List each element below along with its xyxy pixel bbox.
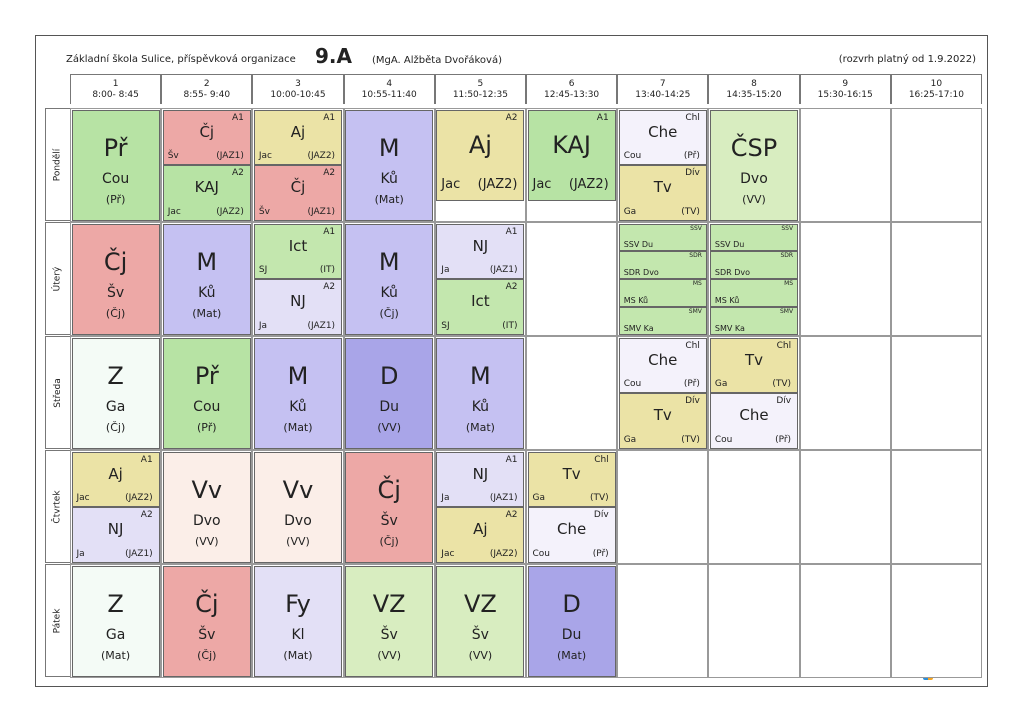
period-header — [800, 74, 891, 104]
lesson-teacher-room — [441, 549, 517, 559]
lesson-group: A2 — [323, 168, 336, 178]
period-header — [344, 74, 435, 104]
lesson-room: (Př) — [683, 379, 700, 389]
lesson-room: (TV) — [681, 206, 700, 217]
lesson[interactable] — [436, 338, 524, 449]
lesson-group: A1 — [140, 454, 153, 465]
lesson-subject: Che — [648, 122, 678, 141]
lesson-teacher-room — [715, 379, 791, 389]
lesson-room: (Př) — [683, 151, 700, 161]
lesson-teacher: SDR Dvo — [623, 268, 659, 277]
lesson[interactable] — [345, 110, 433, 221]
day-name: Čtvrtek — [52, 489, 63, 524]
lesson-teacher-room — [533, 493, 609, 503]
lesson-subject: Čj — [199, 122, 215, 141]
lesson[interactable] — [163, 110, 251, 166]
lesson-room: (JAZ2) — [216, 206, 244, 217]
lesson-subject: Vv — [282, 475, 314, 504]
lesson-cell — [800, 336, 891, 450]
lesson-room: (JAZ2) — [568, 176, 609, 192]
day-label — [46, 223, 69, 334]
lesson[interactable] — [163, 566, 251, 677]
lesson-group: Chl — [685, 112, 700, 123]
lesson-subject: Tv — [653, 406, 672, 424]
day-label — [46, 451, 69, 562]
lesson-teacher: Jac — [167, 206, 181, 217]
lesson-teacher: Ků — [289, 398, 307, 415]
lesson-subject: Aj — [108, 464, 123, 483]
lesson[interactable] — [345, 452, 433, 563]
lesson-teacher: SJ — [258, 265, 268, 275]
lesson[interactable] — [528, 507, 616, 563]
lesson-teacher: Cou — [623, 379, 642, 389]
lesson-cell — [800, 564, 891, 678]
lesson[interactable] — [72, 566, 160, 677]
lesson[interactable] — [436, 224, 524, 280]
lesson-cell — [800, 450, 891, 564]
lesson-teacher: Ja — [76, 548, 85, 559]
lesson[interactable] — [254, 110, 342, 166]
lesson-teacher: Ga — [105, 626, 126, 643]
lesson-teacher-room — [441, 493, 517, 503]
lesson-group: MS — [692, 280, 702, 287]
lesson-room: (Čj) — [379, 534, 399, 548]
lesson[interactable] — [345, 566, 433, 677]
lesson-teacher: Šv — [198, 626, 216, 643]
lesson-group: A2 — [505, 112, 518, 123]
lesson[interactable] — [254, 224, 342, 280]
lesson-teacher: Ků — [380, 170, 398, 187]
lesson-teacher-room — [624, 379, 700, 389]
lesson-teacher: Jac — [532, 176, 552, 192]
lesson-group: A1 — [323, 112, 336, 123]
class-name: 9.A — [315, 44, 352, 68]
lesson-room: (JAZ1) — [489, 265, 518, 275]
lesson-room: (VV) — [468, 648, 493, 662]
lesson[interactable] — [710, 251, 798, 279]
lesson-cell — [891, 108, 982, 222]
lesson[interactable] — [163, 338, 251, 449]
lesson-teacher-room — [441, 265, 517, 275]
period-header — [435, 74, 526, 104]
lesson-cell — [800, 222, 891, 336]
period-time: 8:55- 9:40 — [183, 90, 231, 100]
lesson-teacher: Dvo — [740, 170, 768, 187]
lesson-subject: Čj — [377, 475, 401, 504]
lesson[interactable] — [619, 307, 707, 335]
lesson-group: SMV — [688, 307, 702, 315]
lesson-teacher: Ja — [441, 493, 450, 503]
lesson-room: (Mat) — [283, 648, 313, 662]
period-number: 4 — [386, 79, 393, 89]
lesson[interactable] — [254, 165, 342, 221]
lesson-subject: Vv — [191, 475, 223, 504]
lesson-teacher: Jac — [441, 548, 455, 559]
lesson-room: (Čj) — [379, 306, 399, 320]
period-number: 9 — [842, 79, 849, 89]
lesson[interactable] — [710, 110, 798, 221]
period-number: 10 — [930, 79, 943, 89]
period-header — [161, 74, 252, 104]
lesson-teacher-room — [259, 321, 335, 331]
lesson-teacher-room — [715, 435, 791, 445]
lesson-teacher-room — [624, 151, 700, 161]
lesson-subject: VZ — [372, 589, 406, 618]
lesson-group: Chl — [685, 340, 700, 351]
period-time: 8:00- 8:45 — [92, 90, 139, 100]
lesson-group: Dív — [593, 510, 609, 520]
lesson-room: (Čj) — [105, 306, 126, 320]
period-header — [708, 74, 799, 104]
lesson-teacher: Ga — [623, 434, 637, 445]
lesson-teacher: Cou — [101, 170, 130, 187]
lesson[interactable] — [619, 338, 707, 394]
lesson-teacher: Cou — [623, 151, 642, 161]
lesson-group: SSV — [781, 224, 794, 232]
lesson-teacher: SMV Ka — [623, 323, 654, 333]
lesson-teacher: Šv — [107, 284, 125, 301]
lesson-room: (IT) — [502, 320, 518, 331]
lesson-teacher: SMV Ka — [714, 323, 745, 333]
lesson-room: (Mat) — [557, 648, 587, 662]
lesson-cell — [891, 564, 982, 678]
period-number: 1 — [112, 79, 119, 89]
lesson-teacher: Šv — [380, 626, 398, 643]
lesson-teacher: Cou — [714, 434, 733, 445]
lesson-room: (Mat) — [101, 648, 131, 662]
lesson-teacher: Ků — [471, 398, 490, 415]
lesson-group: A1 — [596, 112, 609, 123]
lesson-teacher-room — [77, 549, 153, 559]
lesson-room: (Mat) — [465, 420, 495, 434]
lesson-teacher: Šv — [380, 512, 398, 529]
period-header — [891, 74, 982, 104]
period-header — [526, 74, 617, 104]
period-time: 12:45-13:30 — [544, 90, 600, 100]
lesson-teacher: Cou — [532, 548, 550, 559]
period-number: 3 — [295, 79, 301, 89]
lesson-teacher: Ga — [105, 398, 126, 415]
lesson-teacher: Ků — [380, 284, 398, 301]
lesson-subject: Che — [648, 350, 678, 369]
lesson[interactable] — [436, 279, 524, 335]
lesson-cell — [800, 108, 891, 222]
lesson-group: SMV — [779, 307, 794, 315]
lesson-group: A2 — [505, 510, 518, 520]
lesson[interactable] — [710, 338, 798, 394]
period-number: 7 — [659, 79, 666, 89]
lesson[interactable] — [345, 224, 433, 335]
class-teacher: (MgA. Alžběta Dvořáková) — [372, 55, 502, 66]
lesson-teacher: Ga — [714, 379, 728, 389]
lesson[interactable] — [163, 452, 251, 563]
lesson-group: A1 — [231, 112, 244, 123]
day-name: Středa — [52, 377, 63, 408]
lesson-group: A2 — [505, 282, 518, 292]
lesson-subject: KAJ — [194, 178, 219, 196]
lesson-group: Chl — [776, 340, 792, 351]
lesson-teacher: Cou — [193, 398, 221, 415]
period-number: 5 — [477, 79, 484, 89]
lesson-group: SSV — [690, 224, 702, 232]
lesson[interactable] — [254, 279, 342, 335]
lesson-teacher: Ga — [532, 493, 545, 503]
lesson[interactable] — [72, 224, 160, 335]
lesson[interactable] — [72, 110, 160, 221]
lesson-teacher: Šv — [471, 626, 489, 643]
day-name: Úterý — [52, 266, 63, 291]
lesson-room: (VV) — [377, 420, 401, 434]
day-name: Pátek — [52, 608, 63, 633]
lesson-teacher: Kl — [291, 626, 305, 643]
lesson[interactable] — [619, 110, 707, 166]
lesson-group: Dív — [685, 168, 700, 178]
period-number: 2 — [203, 79, 210, 89]
lesson-group: A1 — [323, 226, 336, 237]
lesson-room: (Čj) — [105, 420, 126, 434]
lesson-subject: Fy — [285, 589, 311, 618]
lesson-room: (JAZ1) — [216, 151, 244, 161]
lesson-subject: NJ — [107, 520, 124, 538]
lesson-subject: D — [562, 589, 581, 618]
lesson[interactable] — [72, 338, 160, 449]
lesson-group: SDR — [689, 252, 702, 260]
lesson-cell — [891, 336, 982, 450]
lesson-teacher: Du — [561, 626, 582, 643]
lesson[interactable] — [163, 165, 251, 221]
lesson-room: (JAZ2) — [489, 548, 518, 559]
period-time: 15:30-16:15 — [817, 90, 873, 100]
lesson-subject: NJ — [472, 236, 489, 255]
lesson-teacher: MS Ků — [714, 295, 740, 305]
period-time: 10:55-11:40 — [361, 90, 417, 100]
lesson-teacher: Dvo — [192, 512, 221, 529]
period-time: 16:25-17:10 — [908, 90, 964, 100]
lesson-subject: M — [470, 361, 491, 390]
lesson-subject: D — [379, 361, 399, 390]
lesson-group: A1 — [505, 226, 518, 237]
period-header — [252, 74, 343, 104]
lesson[interactable] — [528, 110, 616, 201]
lesson[interactable] — [254, 338, 342, 449]
lesson-teacher-room — [533, 177, 609, 192]
lesson-subject: Ict — [288, 236, 308, 255]
lesson-cell — [526, 336, 617, 450]
lesson-room: (JAZ2) — [477, 176, 518, 192]
lesson[interactable] — [436, 452, 524, 508]
lesson-teacher-room — [624, 435, 700, 445]
lesson-subject: Čj — [195, 589, 219, 618]
lesson-cell — [526, 222, 617, 336]
lesson-room: (Mat) — [192, 306, 222, 320]
lesson-teacher: Ja — [441, 265, 450, 275]
lesson-room: (TV) — [590, 493, 609, 503]
lesson-subject: Ict — [471, 292, 490, 310]
lesson-room: (Čj) — [197, 648, 217, 662]
lesson[interactable] — [619, 393, 707, 449]
lesson-group: Dív — [776, 396, 792, 406]
lesson[interactable] — [254, 452, 342, 563]
lesson-room: (VV) — [194, 534, 219, 548]
lesson-teacher-room — [77, 493, 153, 503]
lesson-room: (JAZ1) — [307, 206, 336, 217]
lesson[interactable] — [254, 566, 342, 677]
lesson-room: (JAZ2) — [125, 493, 153, 503]
lesson-teacher: Ga — [623, 206, 637, 217]
lesson-group: Chl — [594, 454, 609, 465]
lesson[interactable] — [619, 224, 707, 252]
lesson-room: (Př) — [105, 192, 126, 206]
lesson-room: (VV) — [286, 534, 310, 548]
lesson[interactable] — [710, 307, 798, 335]
lesson-group: Dív — [685, 396, 700, 406]
lesson-subject: M — [378, 133, 400, 162]
lesson-subject: Tv — [562, 464, 581, 483]
lesson-teacher-room — [168, 207, 244, 217]
day-label — [46, 337, 69, 448]
lesson-teacher-room — [624, 207, 700, 217]
lesson-subject: Aj — [473, 520, 488, 538]
period-time: 14:35-15:20 — [726, 90, 782, 100]
lesson-teacher: MS Ků — [623, 295, 649, 305]
lesson-teacher-room — [168, 151, 244, 161]
lesson-group: A1 — [505, 454, 518, 465]
lesson-room: (Př) — [197, 420, 217, 434]
lesson[interactable] — [619, 251, 707, 279]
lesson-cell — [617, 564, 708, 678]
period-time: 11:50-12:35 — [452, 90, 508, 100]
period-time: 13:40-14:25 — [635, 90, 691, 100]
lesson-subject: NJ — [290, 292, 306, 310]
lesson-subject: KAJ — [552, 130, 591, 159]
period-header — [617, 74, 708, 104]
lesson-teacher-room — [441, 321, 517, 331]
lesson[interactable] — [436, 566, 524, 677]
lesson-room: (JAZ1) — [489, 493, 518, 503]
lesson[interactable] — [710, 279, 798, 307]
lesson[interactable] — [710, 224, 798, 252]
lesson[interactable] — [436, 507, 524, 563]
lesson-group: MS — [784, 280, 794, 287]
lesson-room: (Mat) — [283, 420, 313, 434]
period-number: 6 — [568, 79, 575, 89]
lesson-cell — [891, 222, 982, 336]
lesson-teacher: SJ — [441, 320, 450, 331]
lesson-teacher: Jac — [76, 493, 90, 503]
period-number: 8 — [751, 79, 757, 89]
day-label — [46, 565, 69, 676]
lesson-teacher: Ků — [198, 284, 216, 301]
lesson-room: (Mat) — [374, 192, 404, 206]
lesson[interactable] — [72, 507, 160, 563]
lesson-subject: M — [378, 247, 400, 276]
lesson-room: (JAZ1) — [307, 320, 336, 331]
lesson-teacher: Du — [379, 398, 400, 415]
lesson-cell — [617, 450, 708, 564]
lesson-subject: Che — [739, 406, 769, 424]
lesson-teacher-room — [533, 549, 609, 559]
lesson-subject: Aj — [468, 130, 492, 159]
lesson-teacher-room — [259, 265, 335, 275]
lesson-teacher: SDR Dvo — [714, 268, 751, 277]
lesson-room: (IT) — [319, 265, 336, 275]
lesson-cell — [708, 450, 799, 564]
lesson-teacher: SSV Du — [714, 240, 745, 250]
lesson-room: (JAZ1) — [125, 548, 153, 559]
lesson-teacher: Šv — [258, 206, 270, 217]
lesson-subject: Tv — [744, 350, 763, 369]
lesson[interactable] — [619, 165, 707, 221]
lesson[interactable] — [710, 393, 798, 449]
lesson[interactable] — [436, 110, 524, 201]
day-label — [46, 109, 69, 220]
lesson-room: (Př) — [775, 434, 792, 445]
lesson-subject: Z — [107, 589, 124, 618]
lesson-room: (Př) — [592, 548, 609, 559]
lesson-room: (VV) — [742, 192, 766, 206]
lesson-subject: Př — [194, 361, 219, 390]
lesson-subject: VZ — [463, 589, 497, 618]
lesson-subject: M — [287, 361, 309, 390]
period-time: 10:00-10:45 — [270, 90, 326, 100]
lesson[interactable] — [72, 452, 160, 508]
lesson[interactable] — [163, 224, 251, 335]
lesson-subject: Z — [107, 361, 124, 390]
lesson[interactable] — [619, 279, 707, 307]
lesson-teacher: Šv — [167, 151, 179, 161]
lesson-group: A2 — [231, 168, 244, 178]
lesson-room: (TV) — [681, 434, 700, 445]
lesson-subject: ČSP — [730, 133, 778, 162]
lesson-teacher: SSV Du — [623, 240, 654, 250]
lesson[interactable] — [528, 452, 616, 508]
lesson-teacher: Jac — [258, 151, 273, 161]
lesson-teacher-room — [259, 207, 335, 217]
lesson-subject: Tv — [653, 178, 672, 196]
lesson-group: A2 — [140, 510, 153, 520]
lesson-teacher: Jac — [441, 176, 461, 192]
lesson-subject: Che — [556, 520, 587, 538]
lesson-teacher-room — [441, 177, 517, 192]
lesson-teacher-room — [259, 151, 335, 161]
lesson-subject: Aj — [290, 122, 306, 141]
lesson-teacher: Dvo — [284, 512, 312, 529]
school-name: Základní škola Sulice, příspěvková organizace — [66, 54, 296, 65]
lesson-group: A2 — [323, 282, 336, 292]
lesson[interactable] — [345, 338, 433, 449]
lesson[interactable] — [528, 566, 616, 677]
lesson-subject: Čj — [103, 247, 128, 276]
lesson-subject: NJ — [472, 464, 489, 483]
lesson-teacher: Ja — [258, 320, 268, 331]
valid-from: (rozvrh platný od 1.9.2022) — [838, 54, 976, 65]
lesson-subject: M — [196, 247, 218, 276]
lesson-cell — [891, 450, 982, 564]
lesson-group: SDR — [780, 252, 794, 260]
lesson-room: (VV) — [377, 648, 401, 662]
lesson-room: (JAZ2) — [307, 151, 336, 161]
period-header — [70, 74, 161, 104]
lesson-subject: Př — [103, 133, 128, 162]
day-name: Pondělí — [52, 148, 63, 181]
lesson-room: (TV) — [772, 379, 792, 389]
lesson-subject: Čj — [290, 178, 306, 196]
lesson-cell — [708, 564, 799, 678]
